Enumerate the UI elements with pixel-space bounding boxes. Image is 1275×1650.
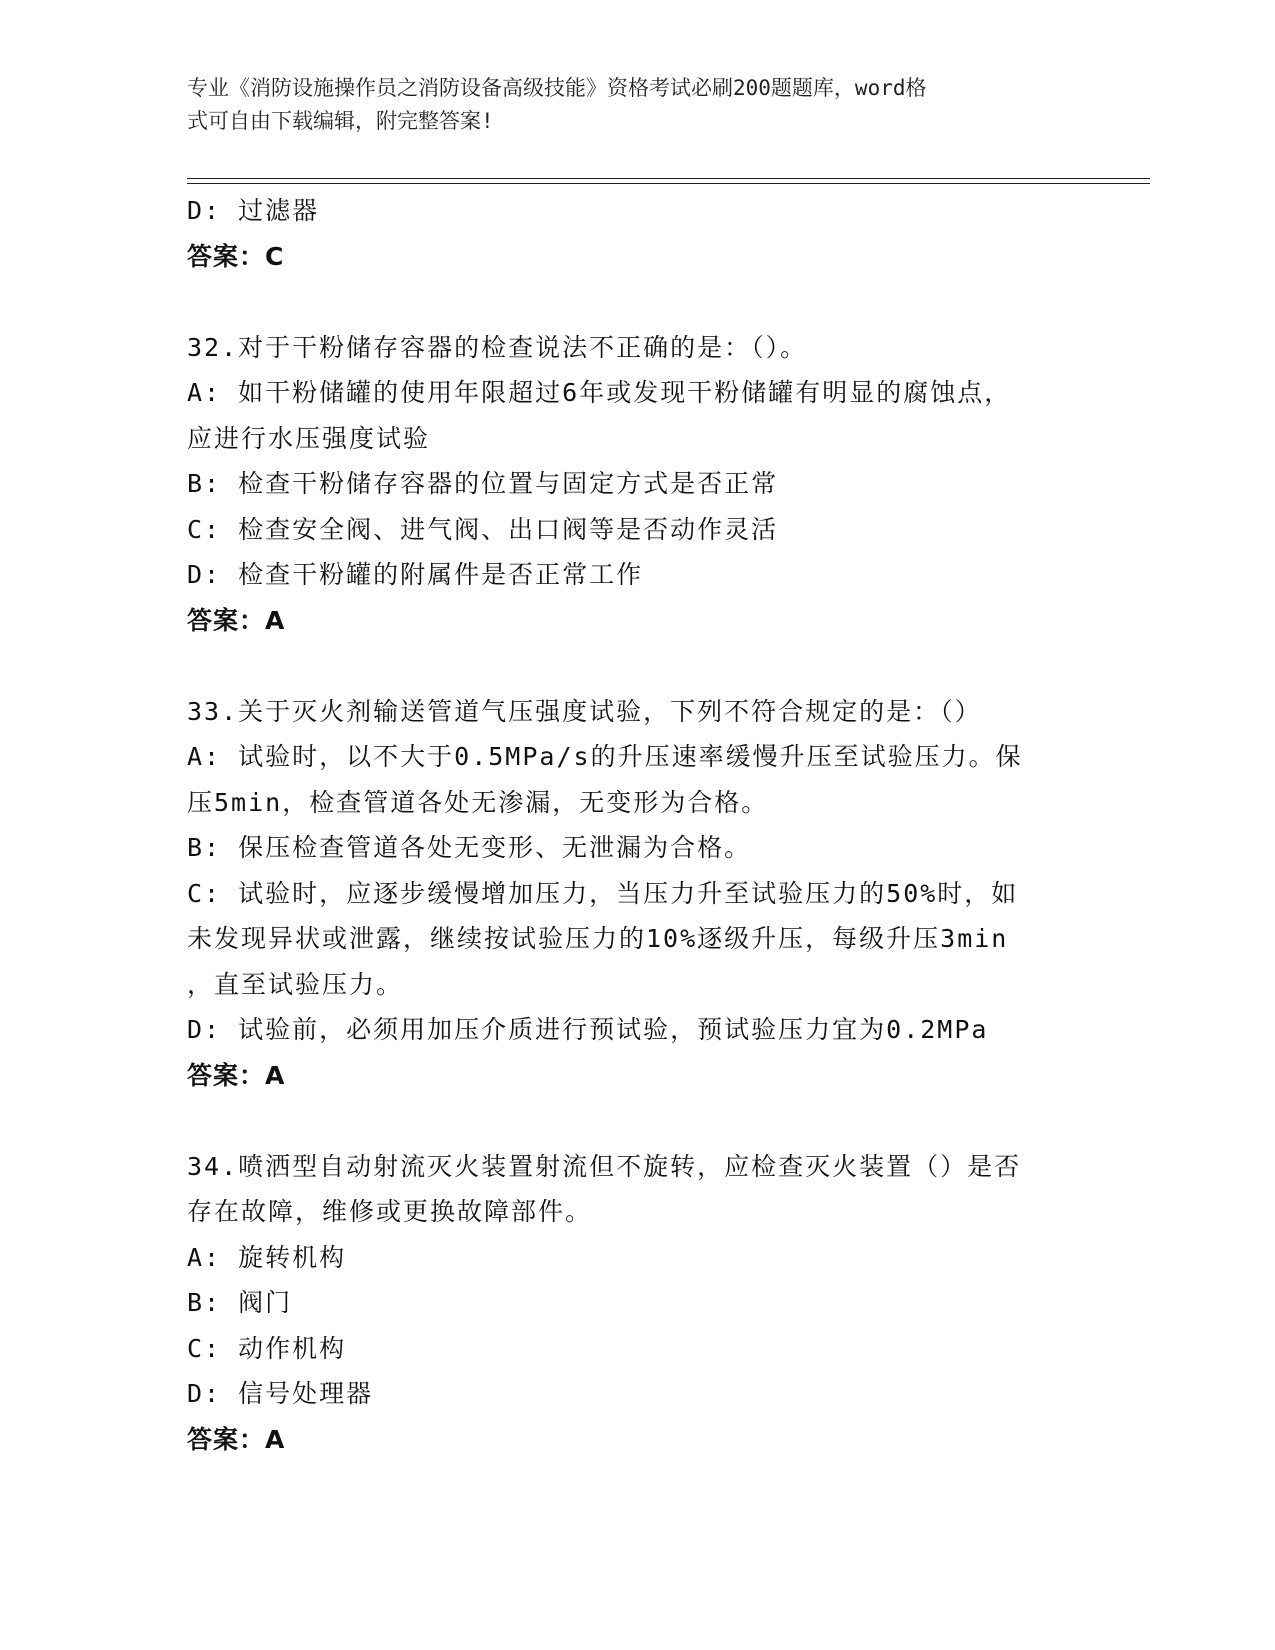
option-a-cont: 压5min，检查管道各处无渗漏，无变形为合格。	[187, 787, 769, 817]
option-c: C: 动作机构	[187, 1333, 347, 1363]
answer: 答案：A	[187, 1060, 286, 1090]
option-d: D: 检查干粉罐的附属件是否正常工作	[187, 560, 644, 589]
question-32	[187, 325, 1087, 644]
answer: 答案：A	[187, 605, 286, 635]
option-a: A: 如干粉储罐的使用年限超过6年或发现干粉储罐有明显的腐蚀点，	[187, 378, 1012, 407]
option-b: B: 阀门	[187, 1288, 293, 1317]
option-a: A: 旋转机构	[187, 1242, 347, 1272]
option-b: B: 检查干粉储存容器的位置与固定方式是否正常	[187, 469, 779, 498]
page-header	[187, 72, 1067, 138]
question-33	[187, 689, 1087, 1099]
spacer	[187, 279, 1087, 325]
option-c-cont: ，直至试验压力。	[187, 969, 404, 999]
question-stem: 32.对于干粉储存容器的检查说法不正确的是：（）。	[187, 332, 808, 362]
header-line-1: 专业《消防设施操作员之消防设备高级技能》资格考试必刷200题题库，word格	[187, 76, 927, 100]
question-34	[187, 1144, 1087, 1463]
header-rule-bottom	[187, 183, 1150, 184]
option-a-cont: 应进行水压强度试验	[187, 423, 431, 453]
answer: 答案：A	[187, 1424, 286, 1454]
option-c-cont: 未发现异状或泄露，继续按试验压力的10%逐级升压，每级升压3min	[187, 924, 1009, 953]
question-list	[187, 188, 1087, 1462]
spacer	[187, 643, 1087, 689]
prev-answer: 答案：C	[187, 241, 285, 271]
option-c: C: 试验时，应逐步缓慢增加压力，当压力升至试验压力的50%时，如	[187, 878, 1019, 908]
question-stem-cont: 存在故障，维修或更换故障部件。	[187, 1197, 593, 1226]
option-d: D: 信号处理器	[187, 1379, 374, 1408]
option-d: D: 试验前，必须用加压介质进行预试验，预试验压力宜为0.2MPa	[187, 1015, 989, 1044]
header-line-2: 式可自由下载编辑，附完整答案!	[187, 109, 494, 133]
question-stem: 33.关于灭火剂输送管道气压强度试验，下列不符合规定的是：（）	[187, 696, 982, 726]
option-c: C: 检查安全阀、进气阀、出口阀等是否动作灵活	[187, 514, 779, 544]
question-stem: 34.喷洒型自动射流灭火装置射流但不旋转，应检查灭火装置（）是否	[187, 1151, 1022, 1181]
option-a: A: 试验时，以不大于0.5MPa/s的升压速率缓慢升压至试验压力。保	[187, 742, 1023, 771]
header-rule-top	[187, 178, 1150, 179]
spacer	[187, 1098, 1087, 1144]
prev-option-d: D: 过滤器	[187, 196, 320, 225]
option-b: B: 保压检查管道各处无变形、无泄漏为合格。	[187, 833, 752, 862]
